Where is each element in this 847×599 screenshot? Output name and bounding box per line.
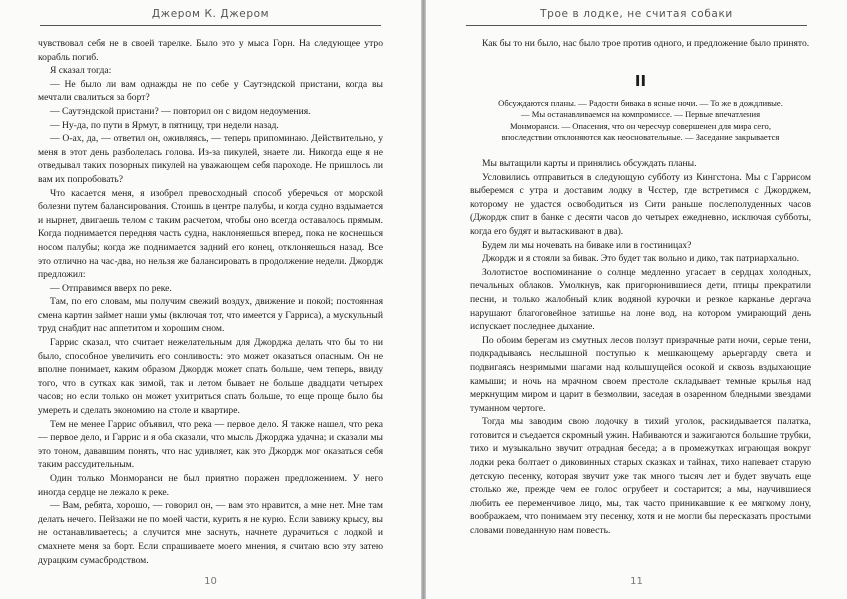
- paragraph: Что касается меня, я изобрел превосходный способ уберечься от морской болезни путем балансирования. Стоишь в центре палубы, и когда судно вздымается и нырнет, двигаешь телом с таким расчетом, чтобы оно всегда оставалось прямым. Когда поднимается передняя часть судна, наклоняешься вперед, пока не коснешься носом палубы; когда же поднимается задний его конец, отклоняешься назад. Все это отлично на час-два, но нельзя же балансировать в продолжение недели. Джордж предложил:: [38, 187, 383, 281]
- paragraph: Гаррис сказал, что считает нежелательным для Джорджа делать что бы то ни было, способное увеличить его сонливость: это может оказаться опасным. Он не вполне понимает, каким образом Джордж может спать больше, чем теперь, ввиду того, что в сутках как зимой, так и летом бывает не больше двадцати четырех часов; но если только он может ухитриться спать больше, то еще проще было бы умереть и сделать экономию на столе и квартире.: [38, 337, 383, 417]
- paragraph: Тогда мы заводим свою лодочку в тихий уголок, раскидывается палатка, готовится и съедается скромный ужин. Набиваются и зажигаются большие трубки, тихо и музыкально звучит отрадная беседа; а в промежутках играющая вокруг лодки река болтает о диковинных старых сказках и тайнах, тихо напевает старую детскую песенку, которая звучит уже так много тысяч лет и будет звучать еще столько же, прежде чем ее голос огрубеет и состарится; а мы, научившиеся любить ее переменчивое лицо, мы, так часто приникавшие к ее мягкому лону, воображаем, что понимаем эту песенку, хотя и не могли бы пересказать простыми словами поведанную нам повесть.: [470, 416, 811, 537]
- paragraph: Джордж и я стояли за бивак. Это будет так вольно и дико, так патриархально.: [482, 253, 800, 265]
- paragraph: — Саутэндской пристани? — повторил он с видом недоумения.: [50, 105, 311, 117]
- paragraph: — Отправимся вверх по реке.: [50, 282, 172, 294]
- paragraph: По обоим берегам из смутных лесов ползут призрачные рати ночи, серые тени, подкрадываясь неслышной поступью к мешкающему арьергарду света и подвигаясь незримыми шагами над колышущейся осокой и сквозь вздыхающие камыши; и ночь на мрачном своем престоле складывает темные крылья над меркнущим миром и царит в безмолвии, заседая в озаренном бледными звездами туманном чертоге.: [470, 334, 811, 414]
- paragraph: Я сказал тогда:: [50, 65, 112, 77]
- running-head-title: Трое в лодке, не считая собаки: [466, 8, 807, 26]
- paragraph: — Ну-да, по пути в Ярмут, в пятницу, три недели назад.: [50, 119, 279, 131]
- right-page-body: [470, 37, 811, 538]
- paragraph: Там, по его словам, мы получим свежий воздух, движение и покой; постоянная смена картин займет наши умы (включая тот, что имеется у Гарриса), а мускульный труд снабдит нас аппетитом и хорошим сном.: [38, 296, 383, 335]
- page-number-left: 10: [204, 576, 217, 587]
- paragraph: — Не было ли вам однажды не по себе у Саутэндской пристани, когда вы мечтали свалиться за борт?: [38, 78, 383, 104]
- paragraph: — Вам, ребята, хорошо, — говорил он, — вам это нравится, а мне нет. Мне там делать нечего. Пейзажи не по моей части, курить я не курю. Если завижу крысу, вы не останавливаетесь; а случится мне заснуть, начнете дурачиться с лодкой и смахнете меня за борт. Если спрашиваете моего мнения, я считаю всю эту затею дурацким сумасбродством.: [38, 500, 383, 566]
- page-number-right: 11: [630, 576, 643, 587]
- left-page-body: [38, 37, 383, 567]
- paragraph: чувствовал себя не в своей тарелке. Было это у мыса Горн. На следующее утро корабль погиб.: [38, 38, 383, 63]
- chapter-summary: Обсуждаются планы. — Радости бивака в ясные ночи. — То же в дождливые. — Мы останавливаемся на компромиссе. — Первые впечатления Монморанси. — Опасения, что он чересчур совершенен для мира сего, впоследствии отклоняются как неосновательные. — Заседание закрывается: [498, 98, 783, 142]
- paragraph: Один только Монморанси не был приятно поражен предложением. У него иногда сердце не лежало к реке.: [38, 473, 383, 498]
- paragraph: Условились отправиться в следующую субботу из Кингстона. Мы с Гаррисом выберемся с утра и доставим лодку в Чєстер, где встретимся с Джорджем, которому не удастся освободиться из Сити раньше послеполуденных часов (Джордж спит в банке с десяти часов до четырех ежедневно, исключая субботы, когда его будят и вытаскивают в два).: [470, 171, 811, 237]
- paragraph: Мы вытащили карты и принялись обсуждать планы.: [482, 158, 697, 169]
- paragraph: — О-ах, да, — ответил он, оживляясь, — теперь припоминаю. Действительно, у меня в этот день разболелась голова. Из-за пикулей, знаете ли. Никогда еще я не отведывал таких позорных пикулей на уважающем себя пароходе. Не пришлось ли вам их попробовать?: [38, 133, 383, 185]
- left-page: [0, 0, 421, 599]
- paragraph: Золотистое воспоминание о солнце медленно угасает в сердцах холодных, печальных облаков. Умолкнув, как пригорюнившиеся дети, птицы прекратили песни, и только жалобный клик водяной курочки и резкое карканье дергача нарушают благоговейное затишье на лоне вод, на котором умирающий день испускает последнее дыхание.: [470, 266, 811, 333]
- paragraph: Как бы то ни было, нас было трое против одного, и предложение было принято.: [482, 38, 810, 49]
- paragraph: Тем не менее Гаррис объявил, что река — первое дело. Я также нашел, что река — первое дело, и Гаррис и я оба сказали, что мысль Джорджа удачна; и сказали мы это тоном, дававшим понять, что нас удивляет, как это Джордж мог оказаться себя таким рассудительным.: [38, 418, 383, 471]
- paragraph: Будем ли мы ночевать на биваке или в гостиницах?: [482, 239, 692, 251]
- chapter-number: II: [634, 71, 647, 90]
- right-page: [426, 0, 847, 599]
- running-head-author: Джером К. Джером: [40, 8, 381, 26]
